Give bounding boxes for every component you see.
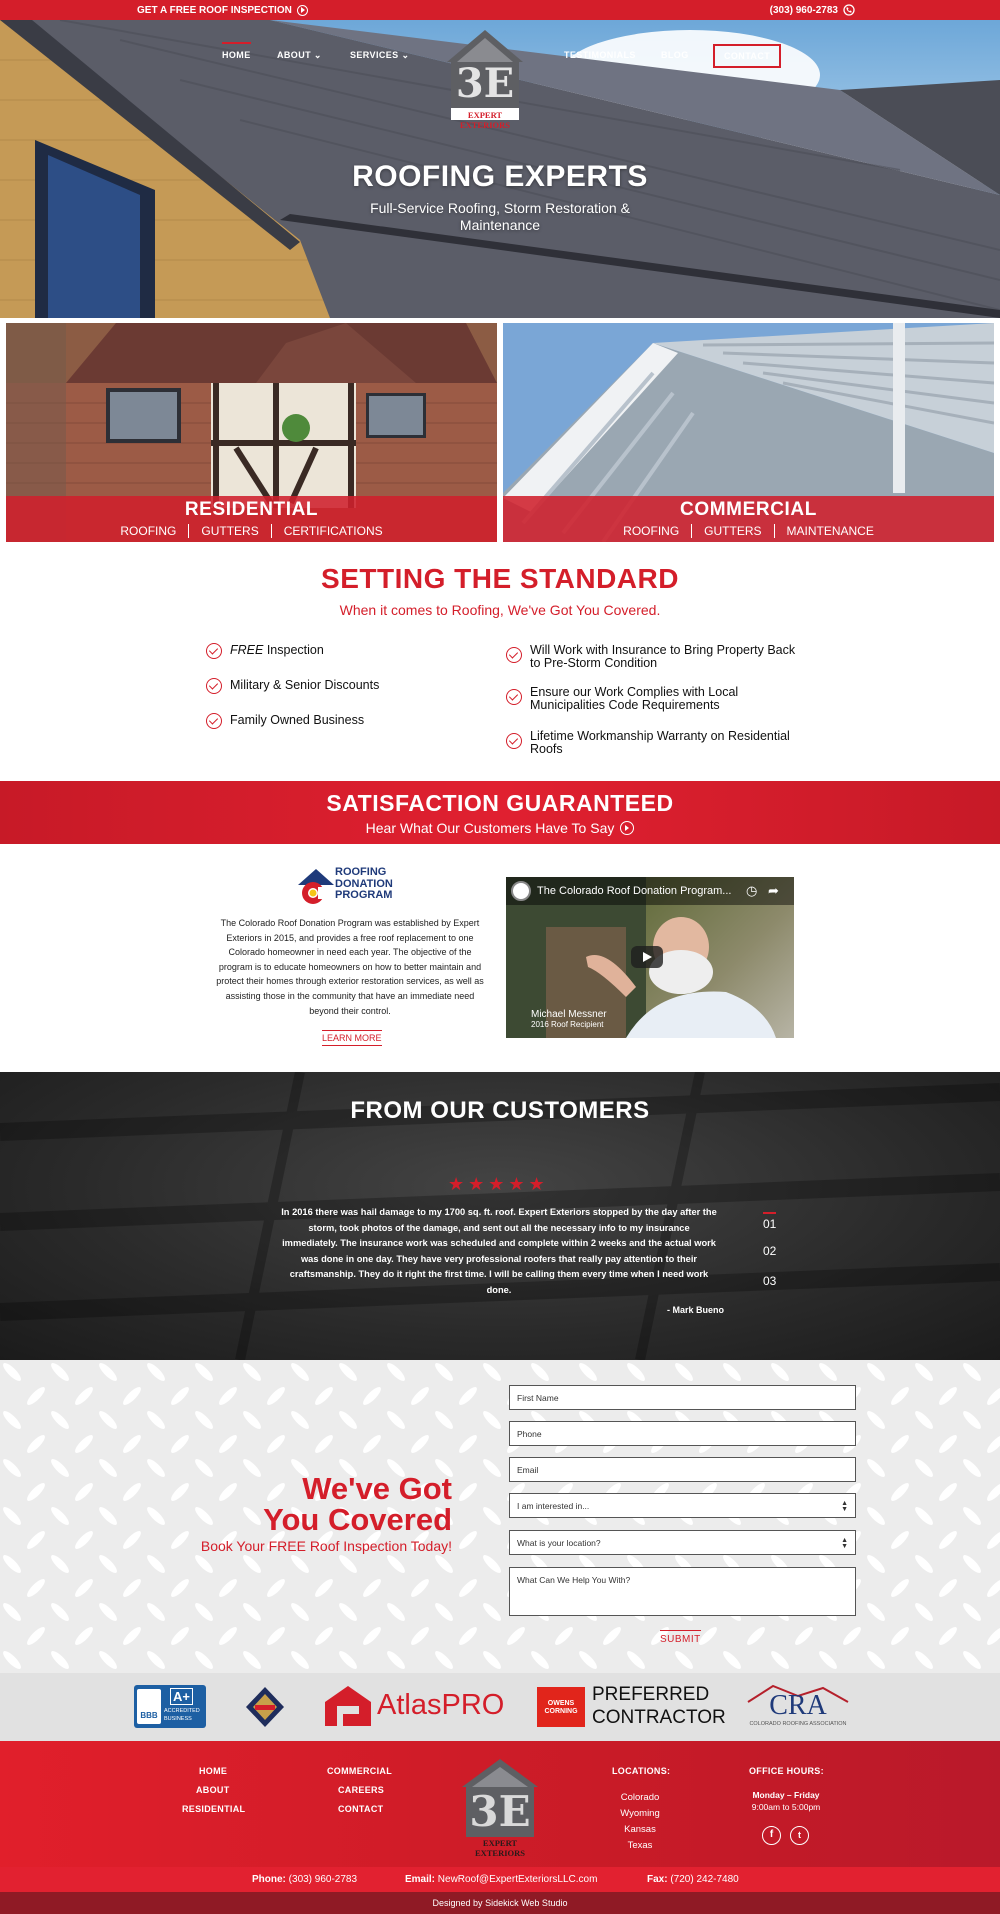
nav-contact[interactable]: CONTACT [713,44,781,68]
checkmark-circle-icon [206,643,222,659]
commercial-band [503,496,994,542]
footer-commercial-link[interactable]: COMMERCIAL [327,1766,392,1776]
designed-by-label: Designed by [432,1898,483,1908]
locations-title: LOCATIONS: [612,1766,671,1776]
facebook-icon[interactable]: f [762,1826,781,1845]
cra-logo[interactable] [728,1684,868,1728]
roof-donation-logo [296,867,411,907]
feature-label: Military & Senior Discounts [230,678,380,692]
checkmark-circle-icon [206,713,222,729]
clock-icon[interactable]: ◷ [746,883,758,898]
hero-title: ROOFING EXPERTS [352,160,648,193]
email-label: Email: [405,1874,436,1885]
phone-placeholder: Phone [517,1429,542,1439]
footer-logo-letters: 3E [469,1787,531,1836]
location-item: Colorado [620,1792,660,1803]
footer-fax: (720) 242-7480 [670,1874,739,1885]
checkmark-circle-icon [506,689,522,705]
location-item: Kansas [624,1824,656,1835]
bbb-mark: BBB [137,1689,161,1724]
top-bar [0,0,1000,20]
chevron-down-icon: ⌄ [401,50,410,60]
form-heading [180,1473,452,1535]
footer-phone[interactable]: (303) 960-2783 [288,1874,358,1885]
atlas-pro-text: AtlasPRO [377,1689,505,1721]
bbb-rating: A+ [170,1688,193,1705]
interest-selected-value: I am interested in... [517,1501,590,1511]
testimonial-page-3[interactable]: 03 [763,1274,777,1288]
share-icon[interactable]: ➦ [768,883,779,898]
twitter-icon[interactable]: t [790,1826,809,1845]
hero-section [0,20,1000,318]
phone-icon [843,4,855,16]
colorado-house-icon [296,867,336,907]
logo-letters: 3E [455,60,515,107]
location-selected-value: What is your location? [517,1538,601,1548]
satisfaction-subtitle: Hear What Our Customers Have To Say [365,820,615,836]
testimonial-page-1[interactable]: 01 [763,1212,776,1231]
site-logo[interactable] [445,28,525,130]
owens-corning-logo[interactable] [537,1687,585,1727]
phone-number: (303) 960-2783 [769,4,838,16]
interest-select[interactable] [509,1493,856,1518]
learn-more-link[interactable]: LEARN MORE [322,1030,382,1046]
footer-residential-link[interactable]: RESIDENTIAL [182,1804,246,1814]
free-inspection-label: GET A FREE ROOF INSPECTION [137,4,292,16]
phone-label: Phone: [252,1874,286,1885]
standard-subtitle: When it comes to Roofing, We've Got You Covered. [339,602,661,618]
feature-label: Will Work with Insurance to Bring Property Back to Pre-Storm Condition [530,643,796,670]
footer-contact-bar [0,1867,1000,1892]
checkmark-circle-icon [506,733,522,749]
office-hours-days: Monday – Friday [752,1790,820,1800]
play-circle-icon [620,821,634,835]
commercial-gutters-link[interactable]: GUTTERS [691,524,773,538]
bbb-text2: BUSINESS [164,1716,192,1722]
form-heading-line1: We've Got [302,1471,452,1506]
feature-item [206,679,379,694]
footer-careers-link[interactable]: CAREERS [338,1785,385,1795]
residential-title: RESIDENTIAL [184,499,319,520]
checkmark-circle-icon [206,678,222,694]
free-inspection-link[interactable] [137,5,308,16]
hero-subtitle: Full-Service Roofing, Storm Restoration & Maintenance [370,200,630,233]
testimonial-author: - Mark Bueno [667,1305,725,1315]
footer-home-link[interactable]: HOME [199,1766,228,1776]
video-title[interactable]: The Colorado Roof Donation Program... [537,885,732,897]
oc-line2: CORNING [544,1708,578,1715]
play-button[interactable] [631,946,663,968]
residential-roofing-link[interactable]: ROOFING [120,524,177,538]
phone-link[interactable] [770,4,855,16]
studio-link[interactable]: Sidekick Web Studio [485,1898,568,1908]
atlas-house-icon [323,1684,373,1728]
donation-logo-line: DONATION [335,877,393,890]
channel-avatar[interactable] [511,881,531,901]
select-arrows-icon: ▲ ▼ [841,1500,848,1513]
bbb-text1: ACCREDITED [164,1708,200,1714]
office-hours-time: 9:00am to 5:00pm [751,1802,821,1812]
customer-reviews-link[interactable] [0,820,1000,836]
nav-about-label: ABOUT [277,50,311,60]
feature-label: Inspection [263,643,324,657]
commercial-links [503,524,994,538]
nav-services[interactable] [350,50,409,61]
feature-label: Lifetime Workmanship Warranty on Residential Roofs [530,729,790,756]
preferred-line2: CONTRACTOR [592,1707,726,1728]
play-circle-icon [297,5,308,16]
email-placeholder: Email [517,1465,539,1475]
donation-video[interactable] [506,877,794,1038]
feature-item [506,686,796,712]
video-caption-name: Michael Messner [531,1009,607,1020]
footer-logo[interactable] [460,1757,540,1858]
nav-about[interactable] [277,50,322,61]
preferred-contractor-text [592,1683,726,1729]
feature-item [506,730,796,756]
checkmark-circle-icon [506,647,522,663]
form-tagline: Book Your FREE Roof Inspection Today! [200,1538,452,1554]
customers-title: FROM OUR CUSTOMERS [350,1097,650,1124]
nav-blog[interactable]: BLOG [661,50,689,60]
residential-gutters-link[interactable]: GUTTERS [188,524,270,538]
satisfaction-banner [0,781,1000,844]
commercial-panel[interactable] [503,323,994,542]
donation-description: The Colorado Roof Donation Program was established by Expert Exteriors in 2015, and provides a free roof replacement to one Colorado homeowner in need each year. The objective of the program is to educate homeowners on how to better maintain and protect their homes through exterior restoration services, as well as assisting those in the community that have an immediate need beyond their control. [216,918,484,1016]
cra-text: CRA [769,1690,827,1721]
first-name-placeholder: First Name [517,1393,559,1403]
footer-contact-link[interactable]: CONTACT [338,1804,384,1814]
feature-label: Ensure our Work Complies with Local Municipalities Code Requirements [530,685,739,712]
residential-links [6,524,497,538]
message-textarea[interactable] [509,1567,856,1616]
donation-logo-line: PROGRAM [335,889,393,901]
donation-logo-line: ROOFING [335,866,387,878]
phone-field[interactable] [509,1421,856,1446]
satisfaction-title: SATISFACTION GUARANTEED [326,790,674,816]
residential-panel[interactable] [6,323,497,542]
footer-logo-name: EXPERT EXTERIORS [474,1838,526,1858]
footer-email[interactable]: NewRoof@ExpertExteriorsLLC.com [437,1874,598,1885]
email-field[interactable] [509,1457,856,1482]
logo-name: EXPERT EXTERIORS [459,110,511,130]
feature-item [206,644,324,659]
nav-home[interactable]: HOME [222,42,251,60]
feature-item [506,644,796,670]
footer-about-link[interactable]: ABOUT [196,1785,230,1795]
video-caption-sub: 2016 Roof Recipient [531,1020,604,1029]
nav-services-label: SERVICES [350,50,399,60]
bbb-logo[interactable] [134,1685,206,1728]
message-placeholder: What Can We Help You With? [517,1575,631,1585]
office-hours-title: OFFICE HOURS: [749,1766,824,1776]
feature-emphasis: FREE [230,643,264,657]
certification-badge-icon[interactable] [245,1686,285,1728]
residential-band [6,496,497,542]
play-icon [643,952,652,962]
feature-text [230,644,324,657]
form-heading-line2: You Covered [263,1502,452,1537]
standard-title: SETTING THE STANDARD [321,563,679,594]
commercial-maintenance-link[interactable]: MAINTENANCE [774,524,886,538]
designed-by-bar [0,1892,1000,1914]
submit-button[interactable]: SUBMIT [660,1630,701,1645]
chevron-down-icon: ⌄ [313,50,322,60]
fax-label: Fax: [647,1874,668,1885]
testimonial-page-2[interactable]: 02 [763,1244,777,1258]
location-select[interactable] [509,1530,856,1555]
commercial-title: COMMERCIAL [680,499,817,520]
feature-label: Family Owned Business [230,713,365,727]
location-item: Texas [627,1840,653,1851]
testimonial-quote: In 2016 there was hail damage to my 1700 sq. ft. roof. Expert Exteriors stopped by the day after the storm, took photos of the damage, and sent out all the necessary info to my insurance immediately. The insurance work was scheduled and complete within 2 weeks and the actual work was done in one day. They have very professional roofers that really pay attention to their craftsmanship. They do it right the first time. I will be calling them every time when I need work done. [281,1207,717,1295]
nav-testimonials[interactable]: TESTIMONIALS [564,50,636,60]
cra-subtext: COLORADO ROOFING ASSOCIATION [749,1721,847,1727]
first-name-field[interactable] [509,1385,856,1410]
residential-certifications-link[interactable]: CERTIFICATIONS [271,524,395,538]
rating-stars: ★★★★★ [448,1174,549,1194]
location-item: Wyoming [620,1808,660,1819]
oc-line1: OWENS [547,1700,575,1707]
preferred-line1: PREFERRED [592,1684,710,1705]
select-arrows-icon: ▲ ▼ [841,1537,848,1550]
feature-item [206,714,364,729]
commercial-roofing-link[interactable]: ROOFING [623,524,680,538]
